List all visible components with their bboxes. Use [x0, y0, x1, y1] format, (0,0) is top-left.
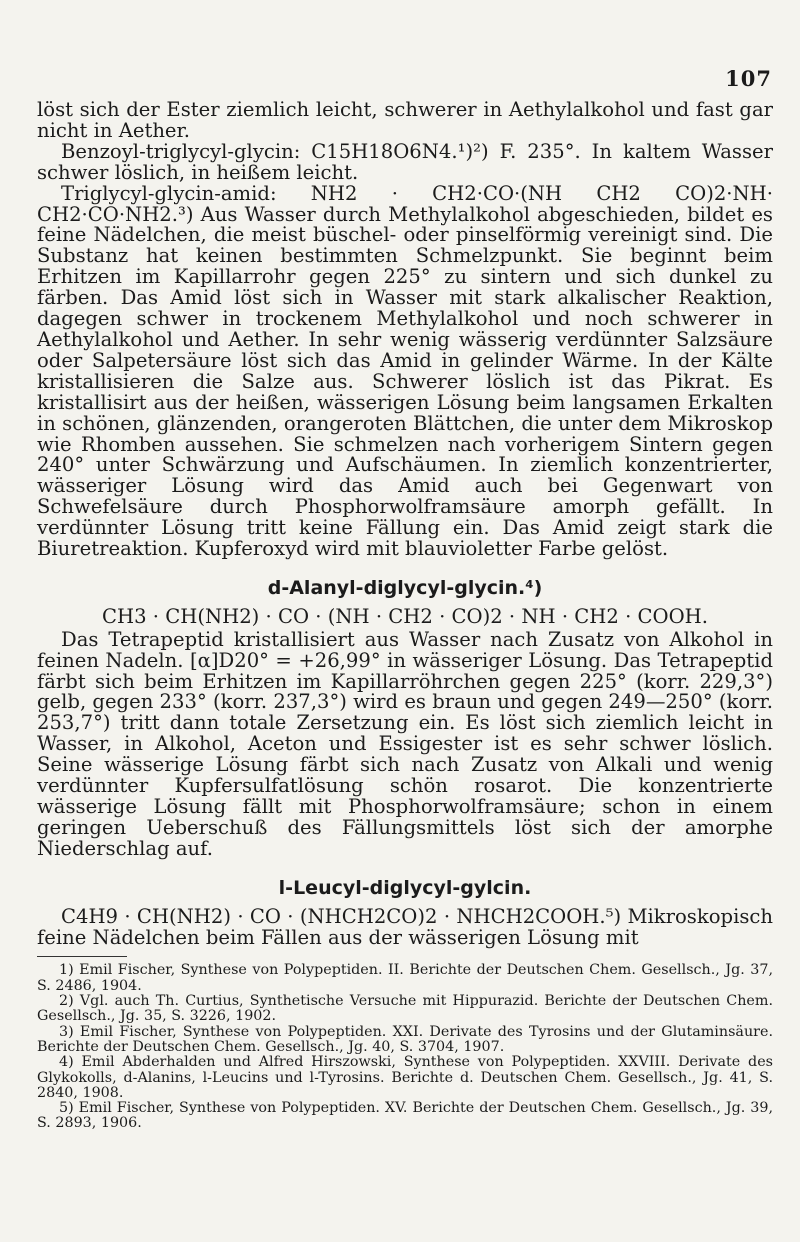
footnote: 5) Emil Fischer, Synthese von Polypeptiden. XV. Berichte der Deutschen Chem. Gesellsch., Jg. 39, S. 2893, 1906.	[37, 1100, 773, 1132]
footnote: 4) Emil Abderhalden und Alfred Hirszowski, Synthese von Polypeptiden. XXVIII. Derivate des Glykokolls, d-Alanins, l-Leucins und l-Tyrosins. Berichte d. Deutschen Chem. Gesellsch., Jg. 41, S. 2840, 1908.	[37, 1054, 773, 1101]
footnote: 2) Vgl. auch Th. Curtius, Synthetische Versuche mit Hippurazid. Berichte der Deutschen Chem. Gesellsch., Jg. 35, S. 3226, 1902.	[37, 993, 773, 1025]
heading-alanyl: d-Alanyl-diglycyl-glycin.⁴)	[267, 576, 543, 599]
footnotes	[37, 963, 773, 1131]
heading-leucyl: l-Leucyl-diglycyl-gylcin.	[278, 876, 532, 899]
page-number: 107	[725, 66, 772, 91]
formula-alanyl: CH3 · CH(NH2) · CO · (NH · CH2 · CO)2 · NH · CH2 · COOH.	[102, 604, 708, 628]
paragraph-leucyl: C4H9 · CH(NH2) · CO · (NHCH2CO)2 · NHCH2COOH.⁵) Mikroskopisch feine Nädelchen beim Fällen aus der wässerigen Lösung mit	[37, 904, 773, 949]
footnote-divider	[37, 956, 127, 957]
paragraph-tetrapeptid: Das Tetrapeptid kristallisiert aus Wasser nach Zusatz von Alkohol in feinen Nadeln. [α]D20° = +26,99° in wässeriger Lösung. Das Tetrapeptid färbt sich beim Erhitzen im Kapillarröhrchen gegen 225° (korr. 229,3°) gelb, gegen 233° (korr. 237,3°) wird es braun und gegen 249—250° (korr. 253,7°) tritt dann totale Zersetzung ein. Es löst sich ziemlich leicht in Wasser, in Alkohol, Aceton und Essigester ist es sehr schwer löslich. Seine wässerige Lösung färbt sich nach Zusatz von Alkali und wenig verdünnter Kupfersulfatlösung schön rosarot. Die konzentrierte wässerige Lösung fällt mit Phosphorwolframsäure; schon in einem geringen Ueberschuß des Fällungsmittels löst sich der amorphe Niederschlag auf.	[37, 627, 773, 860]
paragraph-ester: löst sich der Ester ziemlich leicht, schwerer in Aethylalkohol und fast gar nicht in Aether.	[37, 98, 773, 142]
footnote: 1) Emil Fischer, Synthese von Polypeptiden. II. Berichte der Deutschen Chem. Gesellsch., Jg. 37, S. 2486, 1904.	[37, 962, 773, 994]
footnote: 3) Emil Fischer, Synthese von Polypeptiden. XXI. Derivate des Tyrosins und der Glutaminsäure. Berichte der Deutschen Chem. Gesellsch., Jg. 40, S. 3704, 1907.	[37, 1023, 773, 1055]
paragraph-benzoyl: Benzoyl-triglycyl-glycin: C15H18O6N4.¹)²) F. 235°. In kaltem Wasser schwer löslich, in heißem leicht.	[37, 139, 773, 184]
paragraph-triglycyl-amid: Triglycyl-glycin-amid: NH2 · CH2·CO·(NH CH2 CO)2·NH· CH2·CO·NH2.³) Aus Wasser durch Methylalkohol abgeschieden, bildet es feine Nädelchen, die meist büschel- oder pinselförmig vereinigt sind. Die Substanz hat keinen bestimmten Schmelzpunkt. Sie beginnt beim Erhitzen im Kapillarrohr gegen 225° zu sintern und sich dunkel zu färben. Das Amid löst sich in Wasser mit stark alkalischer Reaktion, dagegen schwer in trockenem Methylalkohol und noch schwerer in Aethylalkohol und Aether. In sehr wenig wässerig verdünnter Salzsäure oder Salpetersäure löst sich das Amid in gelinder Wärme. In der Kälte kristallisieren die Salze aus. Schwerer löslich ist das Pikrat. Es kristallisirt aus der heißen, wässerigen Lösung beim langsamen Erkalten in schönen, glänzenden, orangeroten Blättchen, die unter dem Mikroskop wie Rhomben aussehen. Sie schmelzen nach vorherigem Sintern gegen 240° unter Schwärzung und Aufschäumen. In ziemlich konzentrierter, wässeriger Lösung wird das Amid auch bei Gegenwart von Schwefelsäure durch Phosphorwolframsäure amorph gefällt. In verdünnter Lösung tritt keine Fällung ein. Das Amid zeigt stark die Biuretreaktion. Kupferoxyd wird mit blauvioletter Farbe gelöst.	[37, 181, 773, 561]
main-text	[37, 100, 773, 1132]
